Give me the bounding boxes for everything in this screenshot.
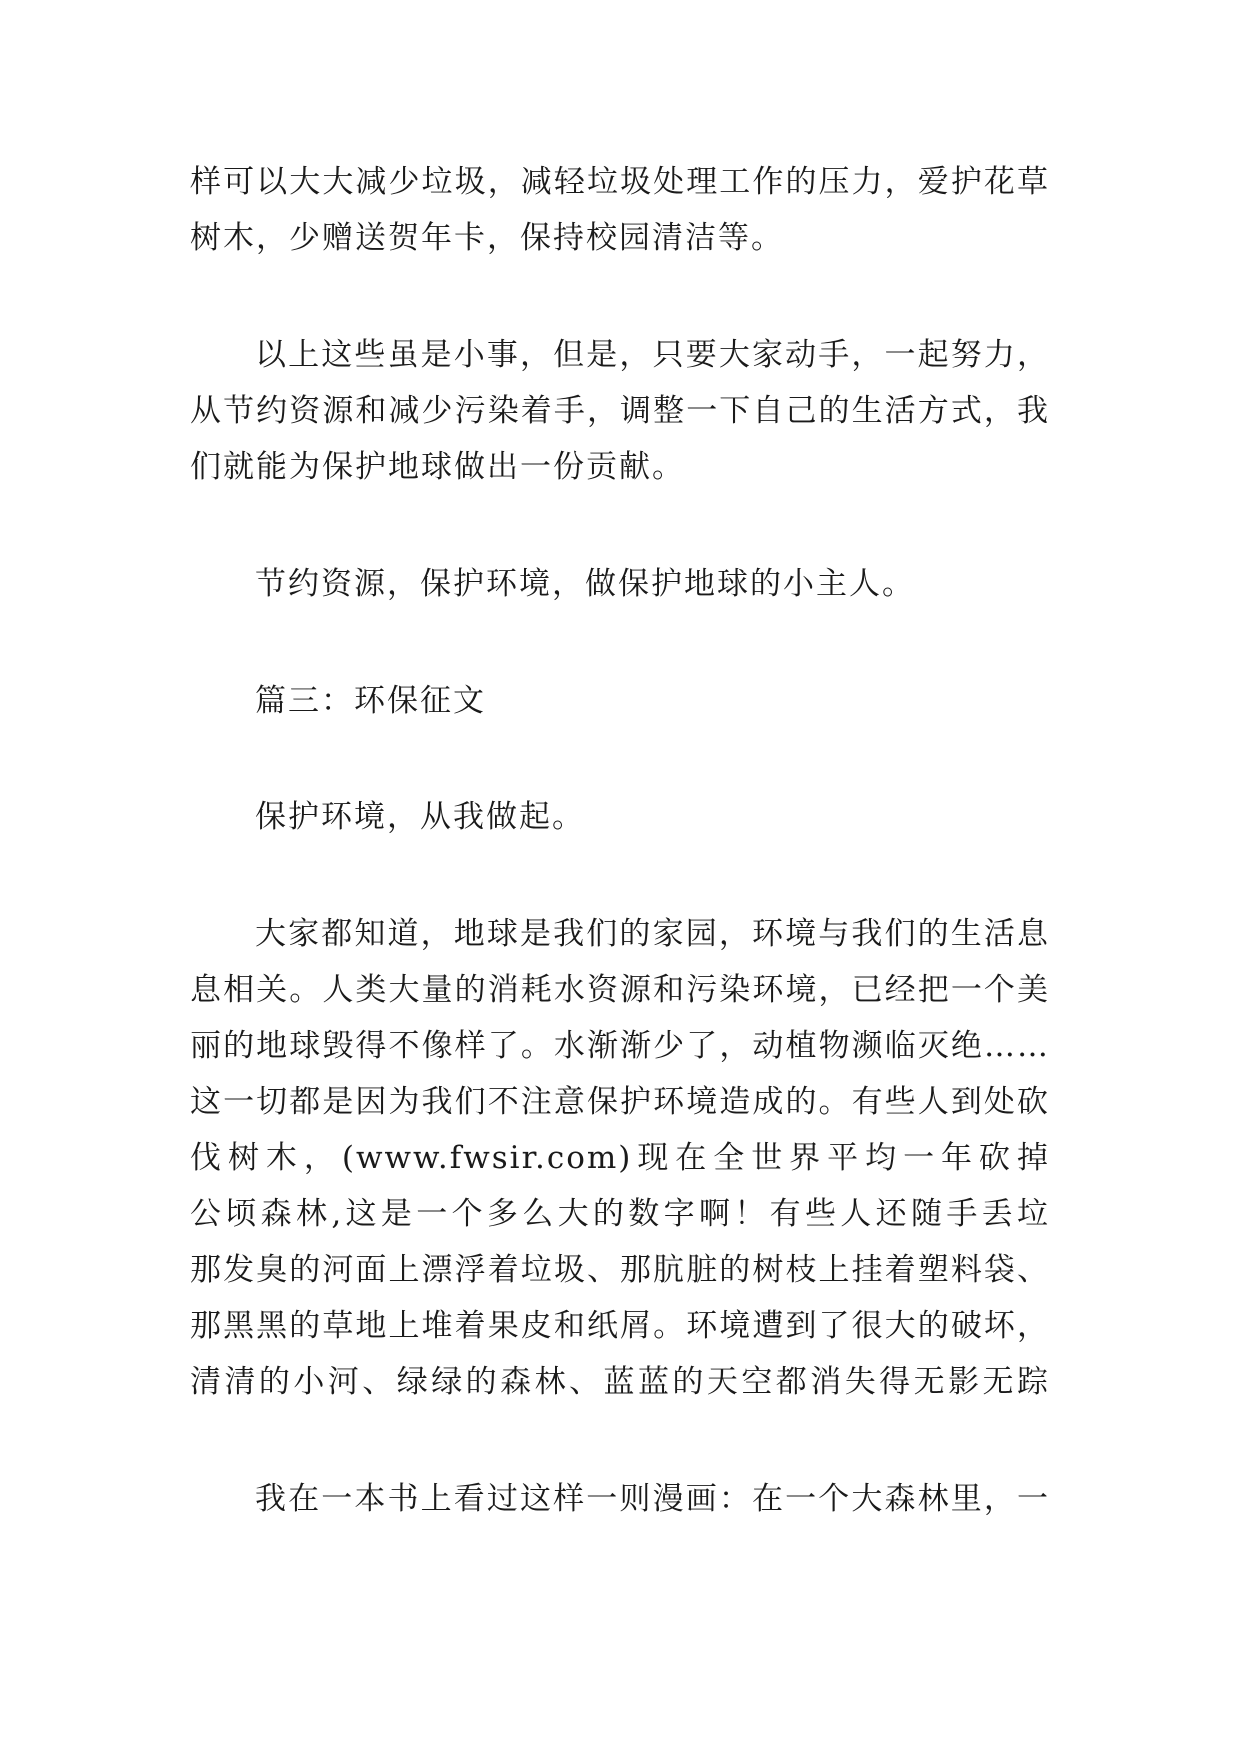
text-line: 树木，少赠送贺年卡，保持校园清洁等。 [190,220,784,256]
text-line: 伐树木，(www.fwsir.com)现在全世界平均一年砍掉 [190,1140,1050,1176]
paragraph-first-line: 节约资源，保护环境，做保护地球的小主人。 [255,566,915,602]
text-line: 这一切都是因为我们不注意保护环境造成的。有些人到处砍 [190,1084,1050,1120]
section-heading: 篇三：环保征文 [255,683,486,719]
text-line: 公顷森林,这是一个多么大的数字啊！有些人还随手丢垃 [190,1196,1050,1232]
paragraph-first-line: 大家都知道，地球是我们的家园，环境与我们的生活息 [255,916,1050,952]
paragraph-first-line: 我在一本书上看过这样一则漫画：在一个大森林里，一 [255,1481,1050,1517]
text-line: 息相关。人类大量的消耗水资源和污染环境，已经把一个美 [190,972,1050,1008]
text-line: 那发臭的河面上漂浮着垃圾、那肮脏的树枝上挂着塑料袋、 [190,1252,1050,1288]
text-line: 那黑黑的草地上堆着果皮和纸屑。环境遭到了很大的破坏， [190,1308,1050,1344]
paragraph-first-line: 以上这些虽是小事，但是，只要大家动手，一起努力， [255,337,1050,373]
essay-title: 保护环境，从我做起。 [255,799,585,835]
text-line: 样可以大大减少垃圾，减轻垃圾处理工作的压力，爱护花草 [190,164,1050,200]
text-line: 丽的地球毁得不像样了。水渐渐少了，动植物濒临灭绝…… [190,1028,1050,1064]
text-line: 从节约资源和减少污染着手，调整一下自己的生活方式，我 [190,393,1050,429]
text-line: 们就能为保护地球做出一份贡献。 [190,449,685,485]
text-line: 清清的小河、绿绿的森林、蓝蓝的天空都消失得无影无踪 [190,1364,1050,1400]
